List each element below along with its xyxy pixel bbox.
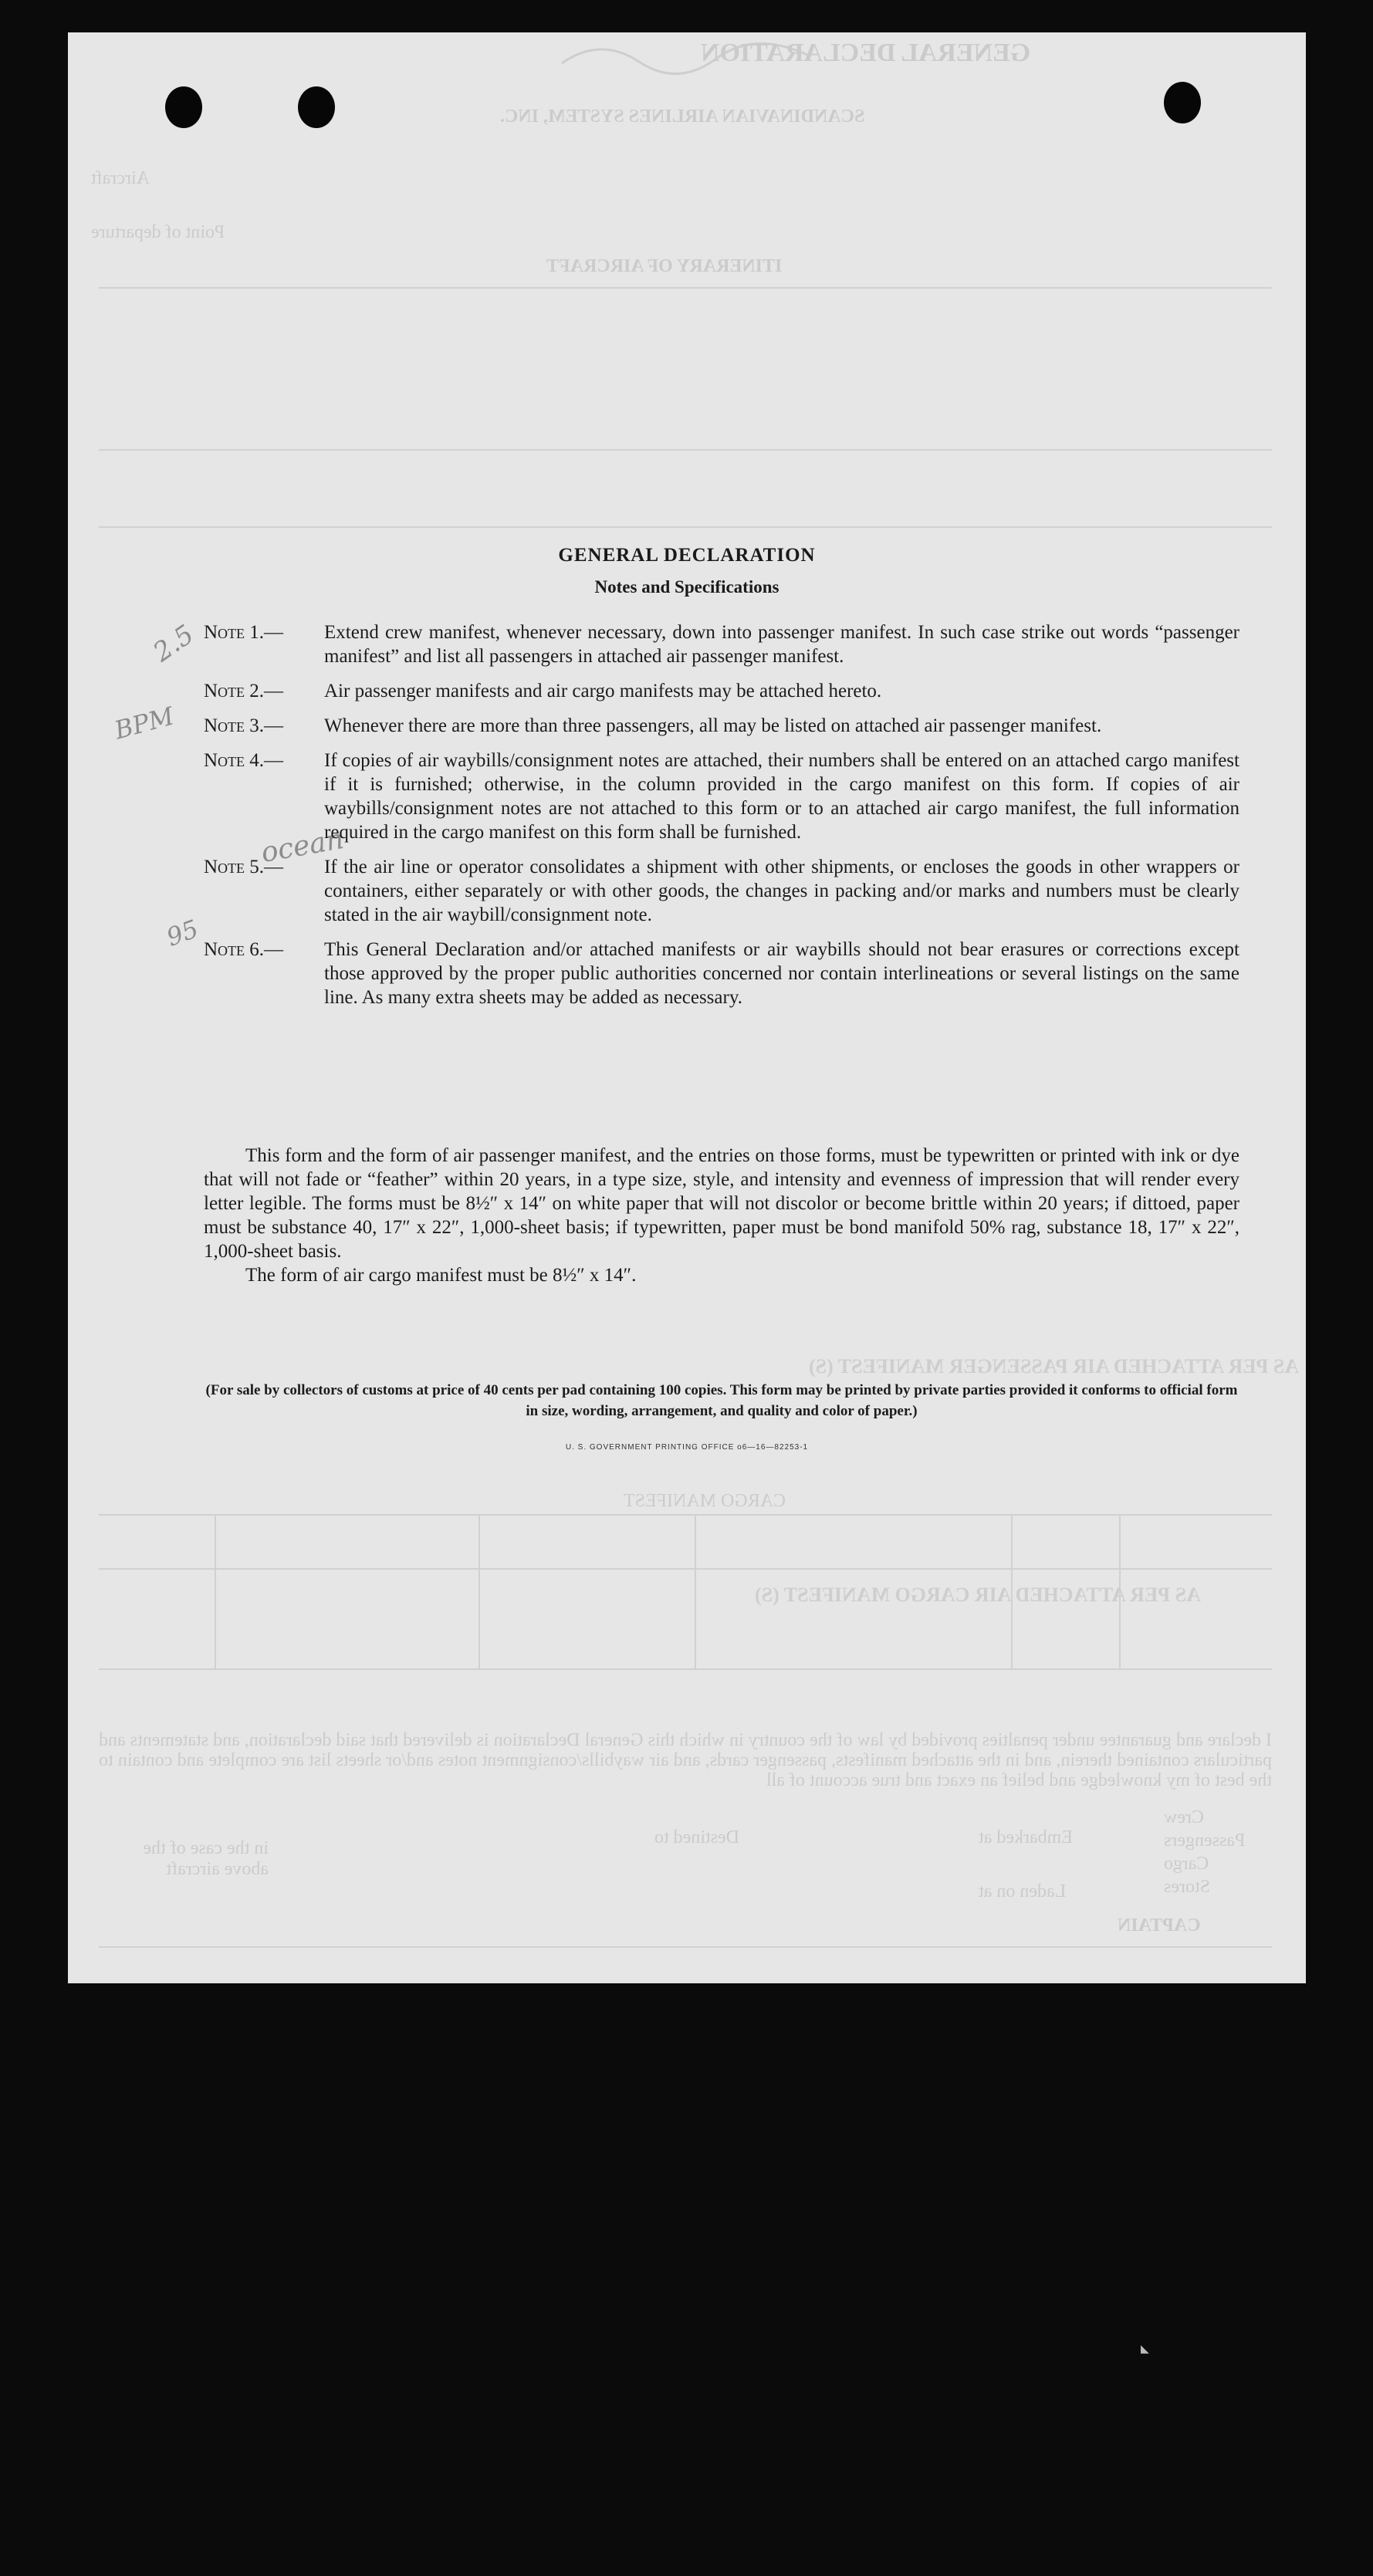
note-label: Note 1.— (204, 622, 284, 643)
bleed-aircraft-label: Aircraft (91, 168, 150, 188)
note-label: Note 5.— (204, 857, 284, 877)
page-title: GENERAL DECLARATION (558, 545, 816, 566)
bleed-rule (99, 1668, 1272, 1670)
bleed-rule (99, 1514, 1272, 1516)
note-label: Note 3.— (204, 715, 284, 736)
bleed-rule (99, 287, 1272, 289)
scan-artifact: ◣ (1141, 2343, 1149, 2355)
bleed-cargo-manifest: CARGO MANIFEST (624, 1491, 786, 1511)
cargo-size-text: The form of air cargo manifest must be 8½″ x 14″. (245, 1265, 637, 1286)
punch-hole (298, 86, 335, 128)
margin-handwriting: BPM (111, 701, 178, 745)
bleed-declaration: I declare and guarantee under penalties provided by law of the country in which this General Declaration is delivered that said declaration, and statements and particulars contained therein, and in the attached manifests, passenger cards, and air waybills/consignment notes and/or sheets list are complete and contain to the best of my knowledge and belief an exact and true account of all (99, 1730, 1272, 1790)
bleed-passenger-stamp: AS PER ATTACHED AIR PASSENGER MANIFEST (S) (809, 1355, 1300, 1378)
bleed-stores-label: Stores (1164, 1877, 1210, 1897)
page-subtitle: Notes and Specifications (594, 577, 779, 597)
note-item (204, 749, 1239, 844)
sale-notice: (For sale by collectors of customs at price of 40 cents per pad containing 100 copies. This form may be printed by private parties provided it conforms to official form in size, wording, arrangement, and quality and color of paper.) (205, 1382, 1238, 1419)
note-item (204, 938, 1239, 1009)
bleed-destined: Destined to (654, 1827, 739, 1847)
note-label: Note 4.— (204, 750, 284, 771)
document-page (68, 32, 1306, 1983)
bleed-vrule (479, 1514, 480, 1668)
bleed-passengers-label: Passengers (1164, 1831, 1246, 1851)
note-text: Extend crew manifest, whenever necessary, down into passenger manifest. In such case strike out words “passenger manifest” and list all passengers in attached air passenger manifest. (324, 622, 1239, 667)
margin-handwriting: ocean (259, 823, 347, 870)
bleed-captain: CAPTAIN (1118, 1915, 1201, 1935)
margin-handwriting: 2.5 (147, 619, 200, 668)
bleed-operator: SCANDINAVIAN AIRLINES SYSTEM, INC. (500, 106, 865, 127)
note-item (204, 679, 1239, 703)
bleed-vrule (215, 1514, 216, 1668)
note-item (204, 714, 1239, 738)
note-label: Note 2.— (204, 681, 284, 701)
note-item (204, 855, 1239, 927)
bleed-header-title: GENERAL DECLARATION (701, 39, 1031, 67)
bleed-crew-label: Crew (1164, 1807, 1204, 1827)
bleed-itinerary: ITINERARY OF AIRCRAFT (546, 256, 783, 276)
bleed-rule (99, 1568, 1272, 1570)
form-specification-text: This form and the form of air passenger manifest, and the entries on those forms, must be typewritten or printed with ink or dye that will not fade or “feather” within 20 years, in a type size, style, and intensity and evenness of impression that will render every letter legible. The forms must be 8½″ x 14″ on white paper that will not discolor or become brittle within 20 years; if dittoed, paper must be substance 40, 17″ x 22″, 1,000-sheet basis; if typewritten, paper must be bond manifold 50% rag, substance 18, 17″ x 22″, 1,000-sheet basis. (204, 1145, 1239, 1262)
gpo-imprint: U. S. GOVERNMENT PRINTING OFFICE o6—16—82253-1 (565, 1443, 809, 1452)
note-text: If copies of air waybills/consignment notes are attached, their numbers shall be entered on an attached cargo manifest if it is furnished; otherwise, in the column provided in the cargo manifest on this form. If copies of air waybills/consignment notes are not attached to this form or to an attached air cargo manifest, the full information required in the cargo manifest on this form shall be furnished. (324, 750, 1239, 843)
note-label: Note 6.— (204, 939, 284, 960)
punch-hole (1164, 82, 1201, 123)
bleed-embarked: Embarked at (979, 1827, 1073, 1847)
bleed-rule (99, 449, 1272, 451)
note-text: This General Declaration and/or attached manifests or air waybills should not bear erasures or corrections except those approved by the proper public authorities concerned nor contain interlineations or several listings on the same line. As many extra sheets may be added as necessary. (324, 939, 1239, 1008)
bleed-rule (99, 526, 1272, 528)
bleed-point-label: Point of departure (91, 222, 225, 242)
bleed-cargo-label: Cargo (1164, 1854, 1209, 1874)
bleed-laden: Laden on at (979, 1881, 1067, 1902)
punch-hole (165, 86, 202, 128)
bleed-vrule (695, 1514, 696, 1668)
bleed-in-case: in the case of the above aircraft (143, 1838, 269, 1879)
notes-list (204, 620, 1239, 1020)
margin-handwriting: 95 (162, 914, 202, 952)
note-text: Air passenger manifests and air cargo manifests may be attached hereto. (324, 681, 882, 701)
bleed-rule (99, 1946, 1272, 1948)
note-item (204, 620, 1239, 668)
note-text: If the air line or operator consolidates a shipment with other shipments, or encloses the goods in other wrappers or containers, either separately or with other goods, the changes in packing and/or marks and numbers must be clearly stated in the air waybill/consignment note. (324, 857, 1239, 925)
bleed-cargo-stamp: AS PER ATTACHED AIR CARGO MANIFEST (S) (755, 1584, 1201, 1606)
note-text: Whenever there are more than three passengers, all may be listed on attached air passenger manifest. (324, 715, 1102, 736)
form-specification-paragraph (204, 1144, 1239, 1287)
